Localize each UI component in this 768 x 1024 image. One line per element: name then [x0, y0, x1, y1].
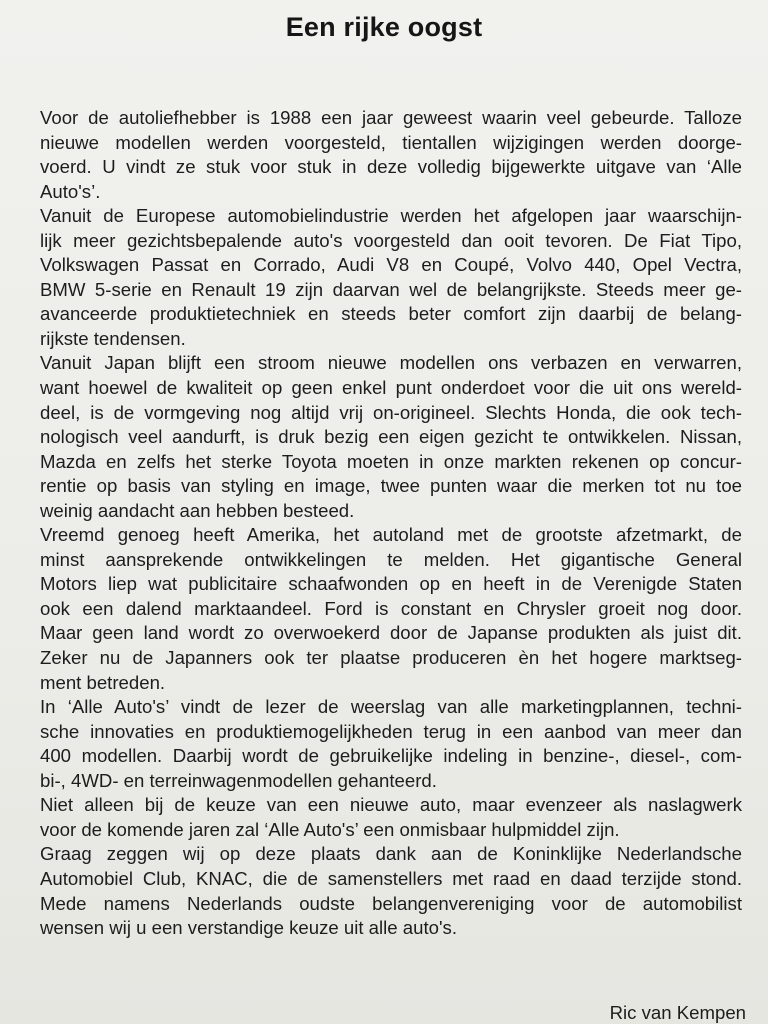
text-line: In ‘Alle Auto's’ vindt de lezer de weerslag van alle marketingplannen, techni-	[40, 696, 742, 718]
text-line: Vreemd genoeg heeft Amerika, het autoland met de grootste afzetmarkt, de	[40, 524, 742, 546]
article-body	[40, 106, 742, 941]
paragraph	[40, 793, 742, 842]
text-line: want hoewel de kwaliteit op geen enkel punt onderdoet voor die uit ons wereld-	[40, 377, 742, 399]
text-line: rijkste tendensen.	[40, 327, 186, 349]
text-line: Volkswagen Passat en Corrado, Audi V8 en Coupé, Volvo 440, Opel Vectra,	[40, 254, 742, 276]
text-line: lijk meer gezichtsbepalende auto's voorgesteld dan ooit tevoren. De Fiat Tipo,	[40, 229, 742, 251]
paragraph	[40, 695, 742, 793]
text-line: Mede namens Nederlands oudste belangenvereniging voor de automobilist	[40, 892, 742, 914]
text-line: wensen wij u een verstandige keuze uit alle auto's.	[40, 917, 457, 939]
text-line: deel, is de vormgeving nog altijd vrij on-origineel. Slechts Honda, die ook tech-	[40, 401, 742, 423]
paragraph	[40, 106, 742, 204]
text-line: Graag zeggen wij op deze plaats dank aan de Koninklijke Nederlandsche	[40, 843, 742, 865]
text-line: Zeker nu de Japanners ook ter plaatse produceren èn het hogere marktseg-	[40, 647, 742, 669]
text-line: weinig aandacht aan hebben besteed.	[40, 499, 355, 521]
paragraph	[40, 351, 742, 523]
text-line: Motors liep wat publicitaire schaafwonden op en heeft in de Verenigde Staten	[40, 573, 742, 595]
text-line: rentie op basis van styling en image, twee punten waar die merken tot nu toe	[40, 475, 742, 497]
paragraph	[40, 204, 742, 351]
text-line: Automobiel Club, KNAC, die de samenstellers met raad en daad terzijde stond.	[40, 867, 742, 889]
text-line: voor de komende jaren zal ‘Alle Auto's’ een onmisbaar hulpmiddel zijn.	[40, 818, 620, 840]
text-line: ment betreden.	[40, 671, 166, 693]
page-title: Een rijke oogst	[285, 12, 483, 42]
text-line: Maar geen land wordt zo overwoekerd door de Japanse produkten als juist dit.	[40, 622, 742, 644]
text-line: Auto's’.	[40, 180, 101, 202]
text-line: sche innovaties en produktiemogelijkheden terug in een aanbod van meer dan	[40, 720, 742, 742]
author-signature: Ric van Kempen	[609, 1002, 746, 1023]
text-line: voerd. U vindt ze stuk voor stuk in deze volledig bijgewerkte uitgave van ‘Alle	[40, 156, 742, 178]
text-line: nieuwe modellen werden voorgesteld, tientallen wijzigingen werden doorge-	[40, 131, 742, 153]
text-line: minst aansprekende ontwikkelingen te melden. Het gigantische General	[40, 548, 742, 570]
text-line: avanceerde produktietechniek en steeds beter comfort zijn daarbij de belang-	[40, 303, 742, 325]
text-line: BMW 5-serie en Renault 19 zijn daarvan wel de belangrijkste. Steeds meer ge-	[40, 278, 742, 300]
text-line: 400 modellen. Daarbij wordt de gebruikelijke indeling in benzine-, diesel-, com-	[40, 745, 742, 767]
text-line: ook een dalend marktaandeel. Ford is constant en Chrysler groeit nog door.	[40, 597, 742, 619]
text-line: Niet alleen bij de keuze van een nieuwe auto, maar evenzeer als naslagwerk	[40, 794, 742, 816]
text-line: bi-, 4WD- en terreinwagenmodellen gehanteerd.	[40, 769, 437, 791]
text-line: Vanuit de Europese automobielindustrie werden het afgelopen jaar waarschijn-	[40, 205, 742, 227]
text-line: Voor de autoliefhebber is 1988 een jaar geweest waarin veel gebeurde. Talloze	[40, 107, 742, 128]
text-line: Mazda en zelfs het sterke Toyota moeten in onze markten rekenen op concur-	[40, 450, 742, 472]
paragraph	[40, 842, 742, 940]
paragraph	[40, 523, 742, 695]
text-line: Vanuit Japan blijft een stroom nieuwe modellen ons verbazen en verwarren,	[40, 352, 742, 374]
text-line: nologisch veel aandurft, is druk bezig een eigen gezicht te ontwikkelen. Nissan,	[40, 426, 742, 448]
